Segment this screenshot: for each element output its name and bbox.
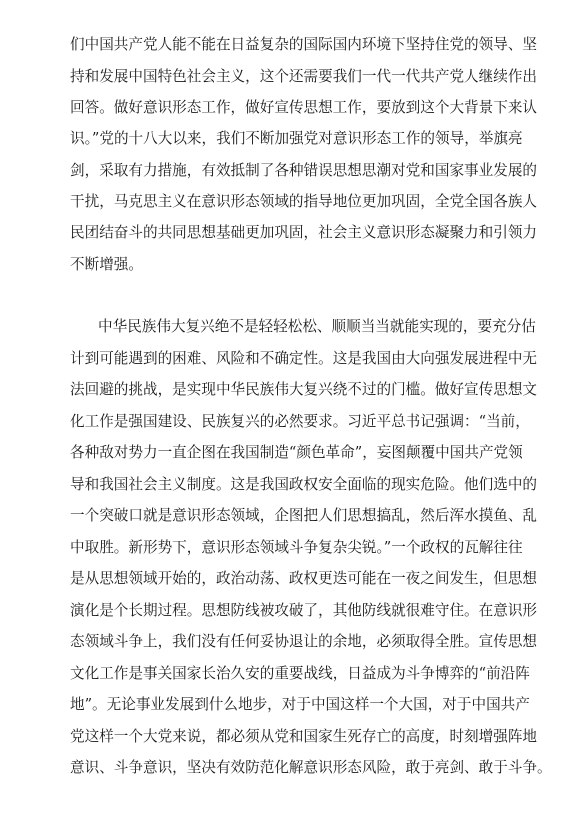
text-line: 中取胜。新形势下，意识形态领域斗争复杂尖锐。”一个政权的瓦解往往	[70, 539, 523, 556]
text-line: 不断增强。	[70, 256, 143, 273]
text-line: 回答。做好意识形态工作，做好宣传思想工作，要放到这个大背景下来认	[70, 99, 538, 116]
text-line: 各种敌对势力一直企图在我国制造“颜色革命”，妄图颠覆中国共产党领	[70, 444, 523, 461]
text-line: 化工作是强国建设、民族复兴的必然要求。习近平总书记强调：“当前，	[70, 413, 530, 430]
text-line: 党这样一个大党来说，都必须从党和国家生死存亡的高度，时刻增强阵地	[70, 728, 538, 745]
text-line: 文化工作是事关国家长治久安的重要战线，日益成为斗争博弈的“前沿阵	[70, 665, 530, 682]
text-line: 民团结奋斗的共同思想基础更加巩固，社会主义意识形态凝聚力和引领力	[70, 224, 538, 241]
text-line: 持和发展中国特色社会主义，这个还需要我们一代一代共产党人继续作出	[70, 68, 538, 85]
text-line: 法回避的挑战，是实现中华民族伟大复兴绕不过的门槛。做好宣传思想文	[70, 381, 538, 398]
text-line: 计到可能遇到的困难、风险和不确定性。这是我国由大向强发展进程中无	[70, 350, 538, 367]
text-line: 们中国共产党人能不能在日益复杂的国际国内环境下坚持住党的领导、坚	[70, 36, 538, 53]
text-line: 中华民族伟大复兴绝不是轻轻松松、顺顺当当就能实现的，要充分估	[98, 318, 536, 335]
text-line: 导和我国社会主义制度。这是我国政权安全面临的现实危险。他们选中的	[70, 476, 538, 493]
text-line: 态领域斗争上，我们没有任何妥协退让的余地，必须取得全胜。宣传思想	[70, 633, 538, 650]
text-line: 一个突破口就是意识形态领域，企图把人们思想搞乱，然后浑水摸鱼、乱	[70, 507, 538, 524]
text-line: 演化是个长期过程。思想防线被攻破了，其他防线就很难守住。在意识形	[70, 602, 538, 619]
text-line: 地”。无论事业发展到什么地步，对于中国这样一个大国，对于中国共产	[70, 696, 530, 713]
text-line: 识。”党的十八大以来，我们不断加强党对意识形态工作的领导，举旗亮	[70, 130, 523, 147]
text-line: 剑，采取有力措施，有效抵制了各种错误思想思潮对党和国家事业发展的	[70, 162, 538, 179]
text-line: 干扰，马克思主义在意识形态领域的指导地位更加巩固，全党全国各族人	[70, 193, 538, 210]
text-line: 是从思想领域开始的，政治动荡、政权更迭可能在一夜之间发生，但思想	[70, 570, 538, 587]
text-line: 意识、斗争意识，坚决有效防范化解意识形态风险，敢于亮剑、敢于斗争。	[70, 759, 552, 776]
